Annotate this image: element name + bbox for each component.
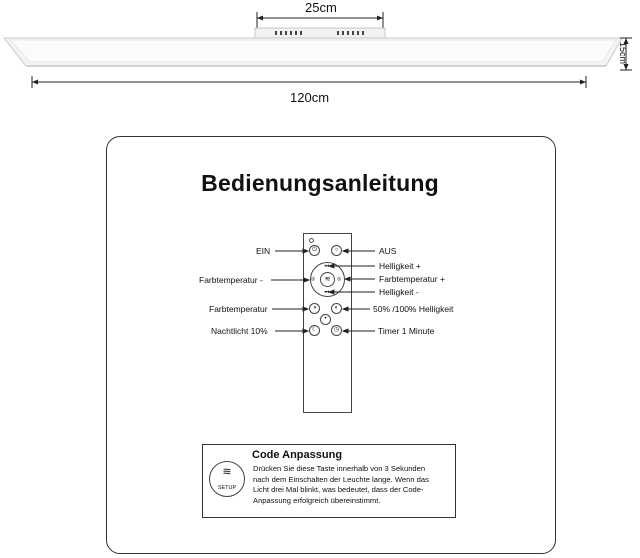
code-title: Code Anpassung bbox=[252, 449, 343, 461]
label-brightness-down: Helligkeit - bbox=[379, 287, 419, 297]
code-line: nach dem Einschalten der Leuchte lange. Wenn das bbox=[253, 474, 429, 484]
color-temp-down-mark: ◎ bbox=[311, 276, 316, 282]
label-timer: Timer 1 Minute bbox=[378, 326, 435, 336]
timer-icon: ◷ bbox=[333, 327, 340, 333]
label-off: AUS bbox=[379, 246, 397, 256]
code-description bbox=[253, 464, 453, 506]
wifi-signal-icon: ≋ bbox=[324, 276, 331, 283]
bulb-icon: • bbox=[324, 316, 327, 322]
length-label: 120cm bbox=[290, 90, 330, 105]
code-line: Anpassung erfolgreich übereinstimmt. bbox=[253, 495, 381, 505]
wifi-signal-icon: ≋ bbox=[222, 466, 232, 478]
brightness-up-mark: ◂◂ bbox=[324, 263, 330, 269]
setup-label: SETUP bbox=[217, 485, 237, 491]
power-icon: ⏻ bbox=[312, 247, 317, 253]
color-temp-icon: ◑ bbox=[312, 305, 317, 311]
label-brightness-50-100: 50% /100% Helligkeit bbox=[373, 304, 454, 314]
label-night-light: Nachtlicht 10% bbox=[211, 326, 268, 336]
brightness-down-mark: ◂◂ bbox=[324, 289, 330, 295]
power-off-icon: ○ bbox=[334, 247, 339, 253]
height-label: 15cm bbox=[618, 42, 628, 65]
width-label: 25cm bbox=[305, 0, 337, 15]
label-brightness-up: Helligkeit + bbox=[379, 261, 421, 271]
color-temp-up-mark: ◎ bbox=[337, 276, 342, 282]
moon-icon: ☾ bbox=[311, 327, 318, 333]
half-brightness-icon: ◐ bbox=[334, 305, 339, 311]
label-color-temp-up: Farbtemperatur + bbox=[379, 274, 445, 284]
label-color-temp-down: Farbtemperatur - bbox=[199, 275, 263, 285]
code-line: Licht drei Mal blinkt, was bedeutet, dass der Code- bbox=[253, 485, 424, 495]
manual-title: Bedienungsanleitung bbox=[201, 170, 439, 196]
code-line: Drücken Sie diese Taste innerhalb von 3 Sekunden bbox=[253, 464, 426, 473]
label-color-temp: Farbtemperatur bbox=[209, 304, 268, 314]
label-on: EIN bbox=[256, 246, 271, 256]
